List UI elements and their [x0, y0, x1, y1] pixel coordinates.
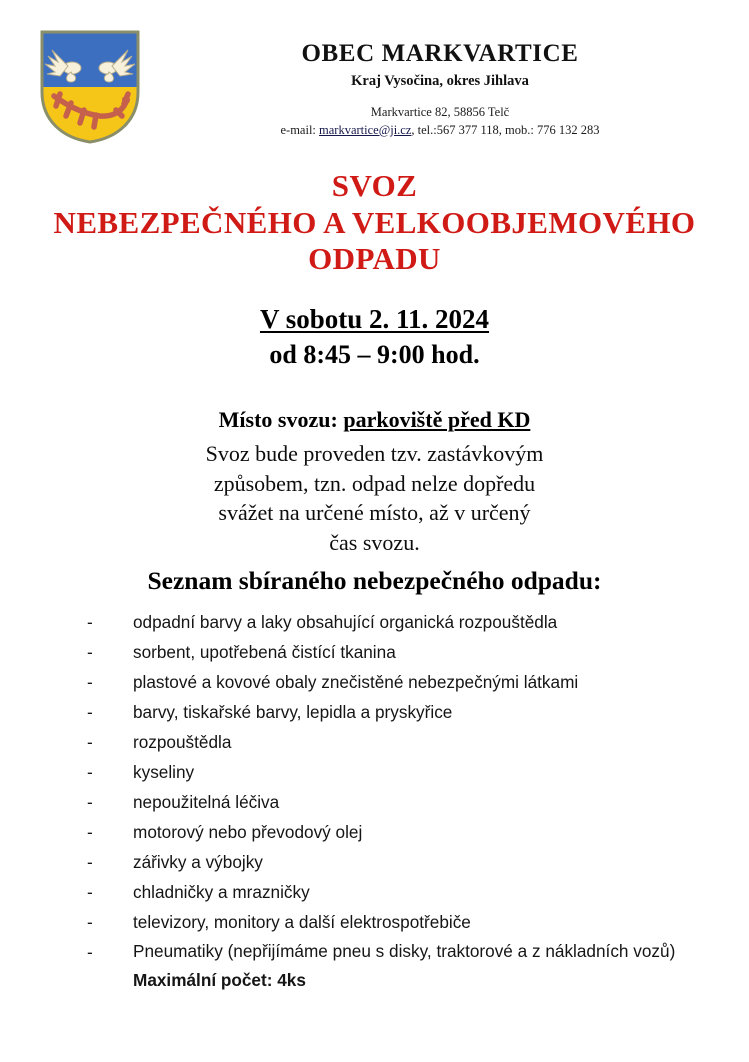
collection-place-heading: [0, 406, 749, 435]
bullet-dash-icon: -: [87, 912, 93, 932]
list-item-label: kyseliny: [133, 762, 195, 782]
header-text-block: [150, 40, 730, 138]
note-line-2: způsobem, tzn. odpad nelze dopředu: [213, 470, 536, 496]
collection-place-value: parkoviště před KD: [343, 407, 531, 432]
organization-name: OBEC MARKVARTICE: [301, 40, 579, 67]
bullet-dash-icon: -: [87, 702, 93, 722]
list-item: [0, 877, 749, 907]
bullet-dash-icon: -: [87, 612, 93, 632]
list-item-label: televizory, monitory a další elektrospotřebiče: [133, 912, 471, 932]
document-header: [0, 0, 749, 150]
list-item: [0, 637, 749, 667]
list-item: [0, 937, 749, 995]
list-item: [0, 667, 749, 697]
collection-place-block: [0, 406, 749, 558]
list-item-label: plastové a kovové obaly znečistěné nebezpečnými látkami: [133, 672, 579, 692]
email-link[interactable]: markvartice@ji.cz: [319, 122, 412, 137]
waste-list: [0, 607, 749, 995]
list-item-label: sorbent, upotřebená čistící tkanina: [133, 642, 396, 662]
list-item-label: barvy, tiskařské barvy, lepidla a pryskyřice: [133, 702, 453, 722]
event-date-text: V sobotu 2. 11. 2024: [259, 304, 490, 334]
event-date: [0, 303, 749, 336]
event-datetime: [0, 303, 749, 371]
list-item-emphasis: Maximální počet: 4ks: [133, 970, 306, 990]
waste-list-heading: Seznam sbíraného nebezpečného odpadu:: [147, 566, 602, 595]
list-item-label: chladničky a mrazničky: [133, 882, 310, 902]
event-time: od 8:45 – 9:00 hod.: [269, 339, 480, 369]
list-item-label: motorový nebo převodový olej: [133, 822, 363, 842]
list-item-label: zářivky a výbojky: [133, 852, 263, 872]
collection-place-label: Místo svozu:: [218, 407, 344, 432]
organization-contact: [150, 122, 730, 139]
list-item: [0, 787, 749, 817]
poster-title: [0, 168, 749, 278]
list-item: [0, 607, 749, 637]
bullet-dash-icon: -: [87, 672, 93, 692]
contact-phone-suffix: , tel.:567 377 118, mob.: 776 132 283: [411, 122, 600, 137]
title-line-1: SVOZ: [331, 168, 418, 203]
coat-of-arms-icon: [38, 28, 142, 146]
list-item-label: odpadní barvy a laky obsahující organická rozpouštědla: [133, 612, 558, 632]
list-item: [0, 847, 749, 877]
list-item-label: rozpouštědla: [133, 732, 232, 752]
bullet-dash-icon: -: [87, 852, 93, 872]
list-item: [0, 697, 749, 727]
organization-address: Markvartice 82, 58856 Telč: [370, 105, 510, 120]
note-line-1: Svoz bude proveden tzv. zastávkovým: [205, 440, 544, 466]
title-line-2: NEBEZPEČNÉHO A VELKOOBJEMOVÉHO: [53, 204, 696, 240]
bullet-dash-icon: -: [87, 822, 93, 842]
contact-email-prefix: e-mail:: [280, 122, 320, 137]
bullet-dash-icon: -: [87, 882, 93, 902]
bullet-dash-icon: -: [87, 942, 93, 962]
bullet-dash-icon: -: [87, 732, 93, 752]
list-item-label: Pneumatiky (nepřijímáme pneu s disky, traktorové a z nákladních vozů): [133, 941, 676, 961]
note-line-4: čas svozu.: [329, 530, 420, 556]
collection-place-note: [0, 439, 749, 559]
title-line-3: ODPADU: [308, 241, 441, 277]
bullet-dash-icon: -: [87, 792, 93, 812]
bullet-dash-icon: -: [87, 642, 93, 662]
bullet-dash-icon: -: [87, 762, 93, 782]
list-item: [0, 727, 749, 757]
note-line-3: svážet na určené místo, až v určený: [218, 500, 531, 526]
list-item-label: nepoužitelná léčiva: [133, 792, 280, 812]
organization-region: Kraj Vysočina, okres Jihlava: [351, 72, 529, 89]
list-item: [0, 757, 749, 787]
list-item: [0, 817, 749, 847]
list-item: [0, 907, 749, 937]
